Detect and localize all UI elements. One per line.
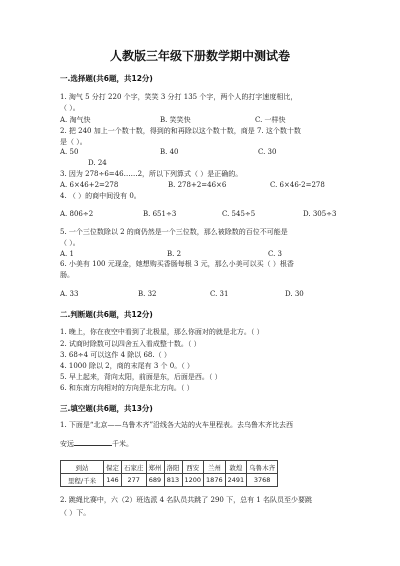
fill1-text-prefix: 安远 [60, 440, 74, 448]
q6-option-c: C. 31 [210, 290, 229, 298]
q1-option-c: C. 一样快 [255, 116, 286, 124]
q4-option-a: A. 806÷2 [60, 210, 94, 218]
q5-text-line1: 5. 一个三位数除以 2 的商仍然是一个三位数，那么被除数的百位不可能是 [60, 228, 288, 236]
q4-option-c: C. 545÷5 [222, 210, 256, 218]
judge-item-6: 6. 和东南方向相对的方向是东北方向。（ ） [60, 384, 194, 392]
q6-option-b: B. 32 [138, 290, 157, 298]
q2-text-line1: 2. 把 240 加上一个数十数，得到的和再除以这个数十数，商是 7. 这个数十数 [60, 127, 301, 135]
table-cell: 146 [104, 474, 122, 487]
table-cell: 石家庄 [122, 461, 147, 474]
q3-option-a: A. 6×46+2=278 [60, 181, 119, 189]
table-cell: 到站 [61, 461, 104, 474]
judge-item-5: 5. 早上起来，背向太阳，前面是东，后面是西。（ ） [60, 373, 222, 381]
section-heading-choice: 一.选择题(共6题，共12分) [60, 74, 153, 83]
q2-option-d: D. 24 [88, 159, 107, 167]
judge-item-4: 4. 1000 除以 2，商的末尾有 3 个 0。（ ） [60, 362, 194, 370]
table-cell: 里程/千米 [61, 474, 104, 487]
table-cell: 277 [122, 474, 147, 487]
table-cell: 1876 [204, 474, 226, 487]
fill1-text-line2 [60, 438, 133, 449]
judge-item-1: 1. 晚上，你在夜空中看到了北极星，那么你面对的就是北方。（ ） [60, 328, 264, 336]
table-cell: 保定 [104, 461, 122, 474]
q3-option-c: C. 6×46-2=278 [270, 181, 325, 189]
q1-text-line2: （ ）。 [60, 104, 80, 112]
table-cell: 689 [146, 474, 164, 487]
table-cell: 813 [164, 474, 182, 487]
q6-option-a: A. 33 [60, 290, 79, 298]
railway-mileage-table [60, 460, 278, 487]
fill2-text-line2: （ ）下。 [60, 509, 91, 517]
q4-option-b: B. 651÷3 [143, 210, 177, 218]
q4-text-line1: 4. （ ）的商中间没有 0。 [60, 192, 141, 200]
table-cell: 1200 [182, 474, 204, 487]
q2-option-a: A. 50 [60, 148, 79, 156]
section-heading-fill: 三.填空题(共6题，共13分) [60, 404, 153, 413]
q6-text-line2: 肠。 [60, 271, 74, 279]
table-cell: 兰州 [204, 461, 226, 474]
table-row [61, 474, 278, 487]
table-cell: 敦煌 [225, 461, 247, 474]
q5-text-line2: （ ）。 [60, 239, 80, 247]
q6-text-line1: 6. 小美有 100 元现金，她想购买香肠每根 3 元，那么小美可以买（ ）根香 [60, 260, 294, 268]
q5-option-a: A. 1 [60, 250, 74, 258]
table-cell: 3768 [247, 474, 278, 487]
q5-option-c: C. 3 [268, 250, 283, 258]
judge-item-3: 3. 68÷4 可以这作 4 除以 68.（ ） [60, 351, 171, 359]
q6-option-d: D. 30 [285, 290, 304, 298]
table-cell: 郑州 [146, 461, 164, 474]
q2-option-b: B. 40 [160, 148, 179, 156]
table-header-row [61, 461, 278, 474]
q1-option-a: A. 淘气快 [60, 116, 91, 124]
q1-text-line1: 1. 淘气 5 分打 220 个字，笑笑 3 分打 135 个字，两个人的打字速度相比， [60, 93, 298, 101]
section-heading-judge: 二.判断题(共6题，共12分) [60, 310, 153, 319]
answer-blank[interactable] [74, 438, 112, 446]
fill1-text-line1: 1. 下面是“北京——乌鲁木齐”沿线各大站的火车里程表。去乌鲁木齐比去西 [60, 421, 294, 429]
q2-text-line2: 是（ ）。 [60, 138, 87, 146]
fill1-text-suffix: 千米。 [112, 440, 133, 448]
table-cell: 乌鲁木齐 [247, 461, 278, 474]
table-cell: 2491 [225, 474, 247, 487]
q4-option-d: D. 305÷3 [303, 210, 337, 218]
q3-option-b: B. 278+2=46×6 [168, 181, 227, 189]
fill2-text-line1: 2. 跳绳比赛中，六（2）班选派 4 名队员共跳了 290 下，总有 1 名队员至少要跳 [60, 496, 312, 504]
q2-option-c: C. 30 [258, 148, 277, 156]
table-cell: 洛阳 [164, 461, 182, 474]
q5-option-b: B. 2 [167, 250, 182, 258]
judge-item-2: 2. 试商时除数可以四舍五入看成整十数。（ ） [60, 340, 201, 348]
q3-text-line1: 3. 因为 278÷6=46……2，所以下列算式（ ）是正确的。 [60, 170, 243, 178]
page-title: 人教版三年级下册数学期中测试卷 [109, 49, 290, 63]
q1-option-b: B. 笑笑快 [160, 116, 191, 124]
table-cell: 西安 [182, 461, 204, 474]
